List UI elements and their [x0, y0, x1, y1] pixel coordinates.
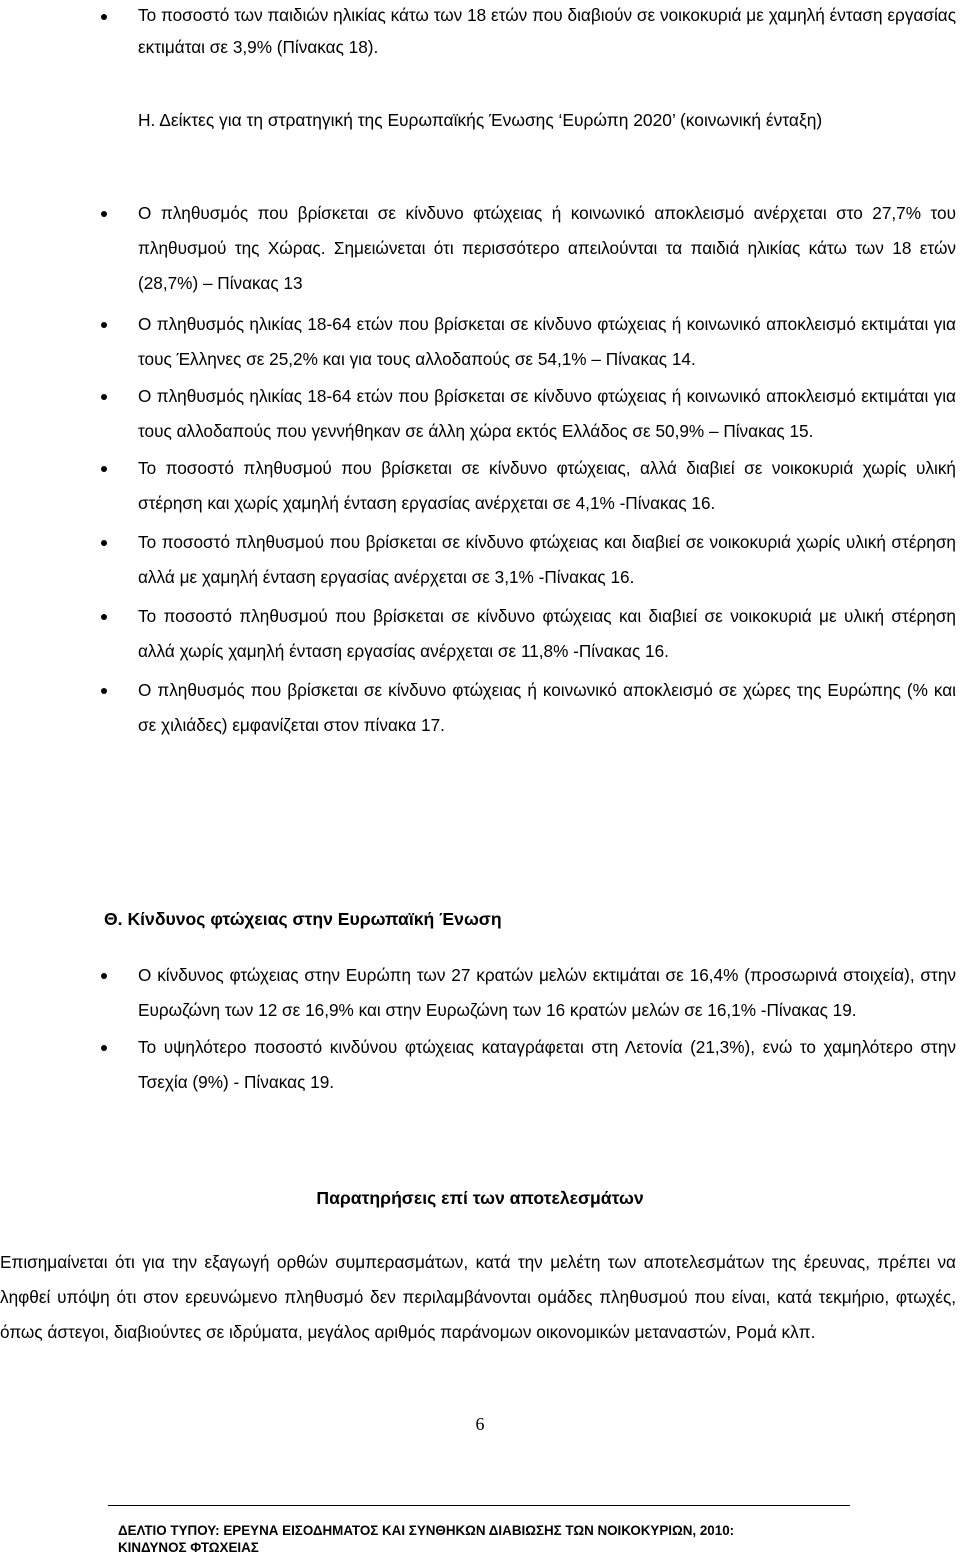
bullet-icon — [101, 394, 107, 400]
list-item — [0, 958, 960, 1028]
list-item — [0, 196, 960, 301]
page-number: 6 — [475, 1414, 485, 1434]
section-theta-heading-text: Θ. Κίνδυνος φτώχειας στην Ευρωπαϊκή Ένωση — [104, 909, 502, 929]
bullet-text: Ο πληθυσμός που βρίσκεται σε κίνδυνο φτώχειας ή κοινωνικό αποκλεισμό ανέρχεται στο 27,7% του πληθυσμού της Χώρας. Σημειώνεται ότι περισσότερο απειλούνται τα παιδιά ηλικίας κάτω των 18 ετών (28,7%) – Πίνακας 13 — [138, 203, 956, 293]
observations-heading — [0, 1181, 960, 1216]
top-bullet-list — [0, 0, 960, 63]
bullet-text: Ο πληθυσμός ηλικίας 18-64 ετών που βρίσκεται σε κίνδυνο φτώχειας ή κοινωνικό αποκλεισμό εκτιμάται για τους Έλληνες σε 25,2% και για τους αλλοδαπούς σε 54,1% – Πίνακας 14. — [138, 314, 956, 369]
footer-line-1: ΔΕΛΤΙΟ ΤΥΠΟΥ: ΕΡΕΥΝΑ ΕΙΣΟΔΗΜΑΤΟΣ ΚΑΙ ΣΥΝΘΗΚΩΝ ΔΙΑΒΙΩΣΗΣ ΤΩΝ ΝΟΙΚΟΚΥΡΙΩΝ, 2010: — [118, 1523, 735, 1538]
observations-heading-text: Παρατηρήσεις επί των αποτελεσμάτων — [316, 1188, 644, 1208]
bullet-text: Ο πληθυσμός που βρίσκεται σε κίνδυνο φτώχειας ή κοινωνικό αποκλεισμό σε χώρες της Ευρώπης (% και σε χιλιάδες) εμφανίζεται στον πίνακα 17. — [138, 680, 956, 735]
bullet-text: Το ποσοστό των παιδιών ηλικίας κάτω των 18 ετών που διαβιούν σε νοικοκυριά με χαμηλή ένταση εργασίας εκτιμάται σε 3,9% (Πίνακας 18). — [138, 5, 956, 57]
observations-paragraph — [0, 1245, 956, 1350]
bullet-icon — [101, 211, 107, 217]
bullet-text: Το ποσοστό πληθυσμού που βρίσκεται σε κίνδυνο φτώχειας και διαβιεί σε νοικοκυριά χωρίς υλική στέρηση αλλά με χαμηλή ένταση εργασίας ανέρχεται σε 3,1% -Πίνακας 16. — [138, 532, 956, 587]
list-item — [0, 673, 960, 743]
bullet-icon — [101, 1045, 107, 1051]
observations-paragraph-text: Επισημαίνεται ότι για την εξαγωγή ορθών συμπερασμάτων, κατά την μελέτη των αποτελεσμάτων της έρευνας, πρέπει να ληφθεί υπόψη ότι στον ερευνώμενο πληθυσμό δεν περιλαμβάνονται ομάδες πληθυσμού που είναι, κατά τεκμήριο, φτωχές, όπως άστεγοι, διαβιούντες σε ιδρύματα, μεγάλος αριθμός παράνομων οικονομικών μεταναστών, Ρομά κλπ. — [0, 1252, 956, 1342]
section-h-heading-text: Η. Δείκτες για τη στρατηγική της Ευρωπαϊκής Ένωσης ‘Ευρώπη 2020’ (κοινωνική ένταξη) — [138, 110, 823, 130]
list-item — [0, 0, 960, 63]
section-theta-heading — [104, 902, 502, 937]
bullet-icon — [101, 14, 107, 20]
bullet-text: Ο κίνδυνος φτώχειας στην Ευρώπη των 27 κρατών μελών εκτιμάται σε 16,4% (προσωρινά στοιχεία), στην Ευρωζώνη των 12 σε 16,9% και στην Ευρωζώνη των 16 κρατών μελών σε 16,1% -Πίνακας 19. — [138, 965, 956, 1020]
section-theta-bullet-list — [0, 958, 960, 1100]
bullet-icon — [101, 688, 107, 694]
list-item — [0, 599, 960, 669]
bullet-icon — [101, 973, 107, 979]
list-item — [0, 1030, 960, 1100]
list-item — [0, 379, 960, 449]
footer-line-2: ΚΙΝΔΥΝΟΣ ΦΤΩΧΕΙΑΣ — [118, 1540, 259, 1555]
footer — [118, 1522, 878, 1556]
bullet-text: Το ποσοστό πληθυσμού που βρίσκεται σε κίνδυνο φτώχειας και διαβιεί σε νοικοκυριά με υλική στέρηση αλλά χωρίς χαμηλή ένταση εργασίας ανέρχεται σε 11,8% -Πίνακας 16. — [138, 606, 956, 661]
bullet-icon — [101, 614, 107, 620]
list-item — [0, 525, 960, 595]
list-item — [0, 451, 960, 521]
footer-divider — [108, 1505, 850, 1506]
bullet-icon — [101, 466, 107, 472]
bullet-text: Το υψηλότερο ποσοστό κινδύνου φτώχειας καταγράφεται στη Λετονία (21,3%), ενώ το χαμηλότερο στην Τσεχία (9%) - Πίνακας 19. — [138, 1037, 956, 1092]
section-h-heading — [138, 103, 958, 138]
section-h-bullet-list — [0, 196, 960, 743]
bullet-text: Ο πληθυσμός ηλικίας 18-64 ετών που βρίσκεται σε κίνδυνο φτώχειας ή κοινωνικό αποκλεισμό εκτιμάται για τους αλλοδαπούς που γεννήθηκαν σε άλλη χώρα εκτός Ελλάδος σε 50,9% – Πίνακας 15. — [138, 386, 956, 441]
list-item — [0, 307, 960, 377]
bullet-icon — [101, 540, 107, 546]
bullet-text: Το ποσοστό πληθυσμού που βρίσκεται σε κίνδυνο φτώχειας, αλλά διαβιεί σε νοικοκυριά χωρίς υλική στέρηση και χωρίς χαμηλή ένταση εργασίας ανέρχεται σε 4,1% -Πίνακας 16. — [138, 458, 956, 513]
bullet-icon — [101, 322, 107, 328]
